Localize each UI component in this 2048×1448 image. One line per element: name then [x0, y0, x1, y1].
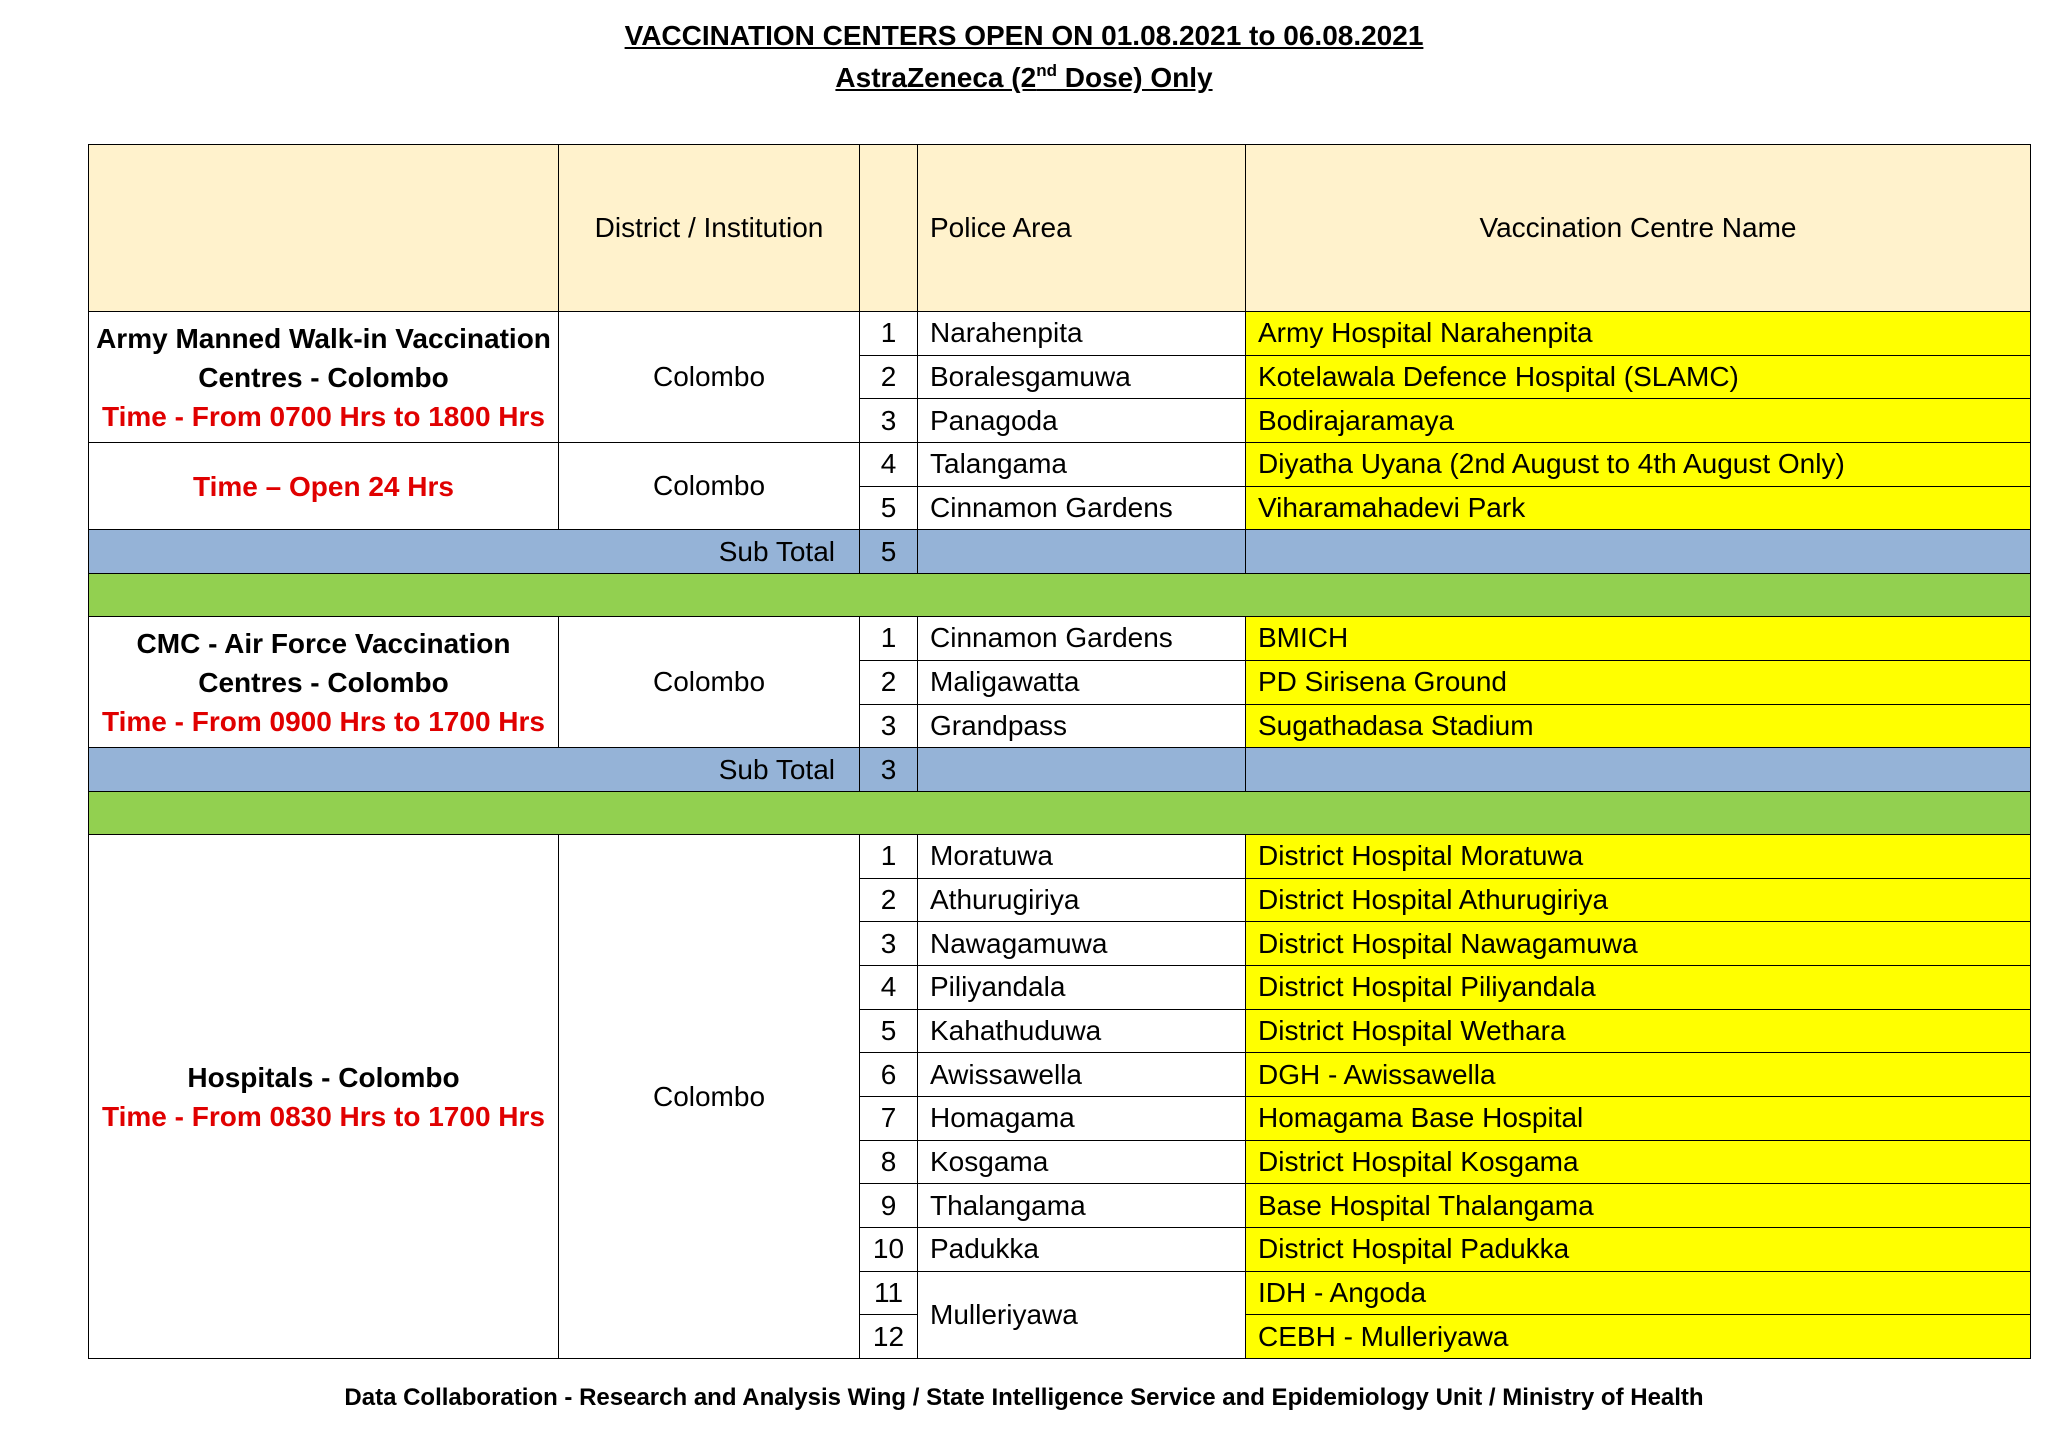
police-area: Mulleriyawa: [918, 1271, 1246, 1358]
police-area: Piliyandala: [918, 965, 1246, 1009]
subtotal-value: 3: [860, 748, 918, 792]
centre-name: District Hospital Moratuwa: [1246, 834, 2031, 878]
centre-name: District Hospital Kosgama: [1246, 1140, 2031, 1184]
police-area: Cinnamon Gardens: [918, 617, 1246, 661]
district-cell: Colombo: [559, 834, 860, 1358]
district-cell: Colombo: [559, 617, 860, 748]
centre-name: CEBH - Mulleriyawa: [1246, 1315, 2031, 1359]
separator-row: [89, 791, 2031, 834]
category-time: Time – Open 24 Hrs: [193, 470, 454, 502]
centre-name: Diyatha Uyana (2nd August to 4th August Only): [1246, 443, 2031, 487]
category-time: Time - From 0830 Hrs to 1700 Hrs: [101, 1100, 545, 1132]
table-row: [89, 312, 2031, 356]
category-time: Time - From 0700 Hrs to 1800 Hrs: [101, 400, 545, 432]
subtotal-row: [89, 530, 2031, 574]
police-area: Maligawatta: [918, 660, 1246, 704]
header-number: [860, 145, 918, 312]
subtotal-row: [89, 748, 2031, 792]
centre-name: Kotelawala Defence Hospital (SLAMC): [1246, 355, 2031, 399]
separator-cell: [89, 791, 2031, 834]
row-number: 4: [860, 443, 918, 487]
category-hospitals: [89, 834, 559, 1358]
row-number: 3: [860, 922, 918, 966]
police-area: Cinnamon Gardens: [918, 486, 1246, 530]
row-number: 11: [860, 1271, 918, 1315]
subtotal-empty: [1246, 530, 2031, 574]
category-title: Hospitals - Colombo: [187, 1061, 460, 1093]
document-subtitle: [0, 62, 2048, 94]
vaccination-centres-table: [88, 144, 2031, 1359]
centre-name: District Hospital Athurugiriya: [1246, 878, 2031, 922]
police-area: Athurugiriya: [918, 878, 1246, 922]
subtotal-label: Sub Total: [89, 530, 860, 574]
row-number: 3: [860, 704, 918, 748]
table-header-row: [89, 145, 2031, 312]
category-title: CMC - Air Force Vaccination Centres - Colombo: [136, 627, 511, 698]
police-area: Awissawella: [918, 1053, 1246, 1097]
row-number: 7: [860, 1097, 918, 1141]
centre-name: Bodirajaramaya: [1246, 399, 2031, 443]
row-number: 2: [860, 660, 918, 704]
centre-name: District Hospital Nawagamuwa: [1246, 922, 2031, 966]
row-number: 2: [860, 355, 918, 399]
header-district: District / Institution: [559, 145, 860, 312]
police-area: Narahenpita: [918, 312, 1246, 356]
police-area: Boralesgamuwa: [918, 355, 1246, 399]
police-area: Kosgama: [918, 1140, 1246, 1184]
centre-name: PD Sirisena Ground: [1246, 660, 2031, 704]
subtitle-superscript: nd: [1036, 61, 1057, 80]
centre-name: Homagama Base Hospital: [1246, 1097, 2031, 1141]
row-number: 4: [860, 965, 918, 1009]
row-number: 1: [860, 834, 918, 878]
district-cell: Colombo: [559, 443, 860, 530]
header-category: [89, 145, 559, 312]
table-row: [89, 617, 2031, 661]
header-police-area: Police Area: [918, 145, 1246, 312]
subtotal-empty: [918, 748, 1246, 792]
header-centre-name: Vaccination Centre Name: [1246, 145, 2031, 312]
category-air-force: [89, 617, 559, 748]
centre-name: District Hospital Padukka: [1246, 1228, 2031, 1272]
police-area: Padukka: [918, 1228, 1246, 1272]
police-area: Nawagamuwa: [918, 922, 1246, 966]
row-number: 3: [860, 399, 918, 443]
centre-name: Viharamahadevi Park: [1246, 486, 2031, 530]
row-number: 9: [860, 1184, 918, 1228]
separator-cell: [89, 574, 2031, 617]
subtitle-text-post: Dose) Only: [1056, 62, 1213, 93]
category-open-24: [89, 443, 559, 530]
centre-name: Sugathadasa Stadium: [1246, 704, 2031, 748]
centre-name: District Hospital Piliyandala: [1246, 965, 2031, 1009]
separator-row: [89, 574, 2031, 617]
document-title: VACCINATION CENTERS OPEN ON 01.08.2021 to 06.08.2021: [624, 20, 1424, 51]
subtotal-empty: [918, 530, 1246, 574]
centre-name: Army Hospital Narahenpita: [1246, 312, 2031, 356]
centre-name: Base Hospital Thalangama: [1246, 1184, 2031, 1228]
police-area: Panagoda: [918, 399, 1246, 443]
row-number: 12: [860, 1315, 918, 1359]
footer-credit: Data Collaboration - Research and Analysis Wing / State Intelligence Service and Epidemiology Unit / Ministry of Health: [344, 1384, 1704, 1411]
row-number: 8: [860, 1140, 918, 1184]
centre-name: IDH - Angoda: [1246, 1271, 2031, 1315]
centre-name: BMICH: [1246, 617, 2031, 661]
subtitle-text-pre: AstraZeneca (2: [835, 62, 1037, 93]
subtotal-label: Sub Total: [89, 748, 860, 792]
row-number: 1: [860, 312, 918, 356]
centre-name: DGH - Awissawella: [1246, 1053, 2031, 1097]
district-cell: Colombo: [559, 312, 860, 443]
category-army: [89, 312, 559, 443]
centre-name: District Hospital Wethara: [1246, 1009, 2031, 1053]
police-area: Thalangama: [918, 1184, 1246, 1228]
row-number: 6: [860, 1053, 918, 1097]
police-area: Grandpass: [918, 704, 1246, 748]
row-number: 1: [860, 617, 918, 661]
police-area: Kahathuduwa: [918, 1009, 1246, 1053]
category-time: Time - From 0900 Hrs to 1700 Hrs: [101, 705, 545, 737]
police-area: Homagama: [918, 1097, 1246, 1141]
row-number: 2: [860, 878, 918, 922]
row-number: 10: [860, 1228, 918, 1272]
police-area: Moratuwa: [918, 834, 1246, 878]
subtotal-value: 5: [860, 530, 918, 574]
subtotal-empty: [1246, 748, 2031, 792]
category-title: Army Manned Walk-in Vaccination Centres - Colombo: [96, 322, 551, 393]
table-row: [89, 443, 2031, 487]
row-number: 5: [860, 486, 918, 530]
police-area: Talangama: [918, 443, 1246, 487]
table-row: [89, 834, 2031, 878]
row-number: 5: [860, 1009, 918, 1053]
